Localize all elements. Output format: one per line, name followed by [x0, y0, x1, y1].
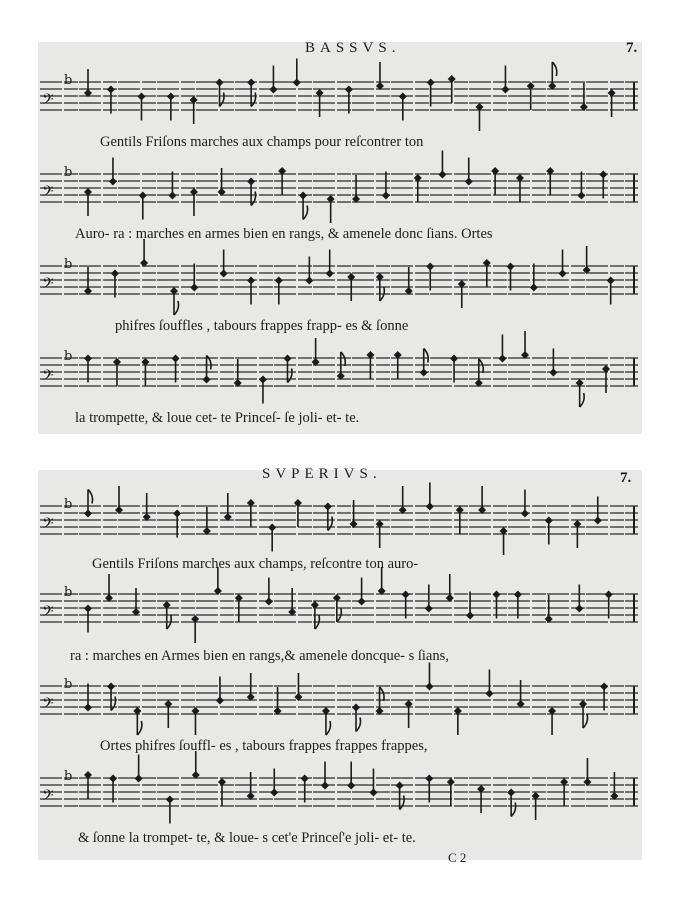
note-icon: [530, 264, 538, 292]
bassus-lyric-line-3: phifres ſouffles , tabours frappes frapp- es & ſonne: [115, 318, 409, 334]
bassus-staff-3: [40, 252, 640, 312]
note-icon: [599, 171, 607, 199]
bassus-lyric-line-1: Gentils Friſons marches aux champs pour reſcontrer ton: [100, 134, 424, 150]
note-icon: [191, 615, 199, 643]
clef-icon: 𝄢: [42, 91, 54, 112]
bassus-lyric-line-2: Auro- ra : marches en armes bien en rangs, & amenele donc ſians. Ortes: [75, 226, 493, 242]
note-icon: [167, 93, 175, 121]
note-icon: [466, 592, 474, 620]
note-icon: [402, 591, 410, 619]
note-icon: [133, 707, 142, 735]
note-icon: [173, 510, 181, 538]
note-icon: [84, 684, 92, 712]
note-icon: [454, 707, 462, 735]
note-icon: [220, 250, 228, 278]
note-icon: [218, 168, 226, 196]
note-icon: [575, 585, 583, 613]
note-icon: [305, 257, 313, 285]
flat-sign-icon: b: [64, 585, 73, 600]
note-icon: [247, 277, 255, 305]
note-icon: [301, 775, 309, 803]
note-icon: [288, 588, 296, 616]
note-icon: [425, 585, 433, 613]
signature-mark: C 2: [448, 850, 467, 865]
note-icon: [216, 79, 225, 107]
clef-icon: 𝄢: [42, 183, 54, 204]
note-icon: [352, 175, 360, 203]
note-icon: [224, 493, 232, 521]
flat-sign-icon: b: [64, 497, 73, 512]
note-icon: [350, 500, 358, 528]
note-icon: [425, 775, 433, 803]
note-icon: [545, 517, 553, 545]
note-icon: [107, 683, 116, 711]
note-icon: [501, 66, 509, 94]
note-icon: [576, 379, 585, 407]
note-icon: [190, 264, 198, 292]
note-icon: [358, 578, 366, 606]
note-icon: [600, 683, 608, 711]
note-icon: [517, 680, 525, 708]
note-icon: [327, 195, 335, 223]
flat-sign-icon: b: [64, 677, 73, 692]
flat-sign-icon: b: [64, 165, 73, 180]
bassus-staff-1: [40, 68, 640, 128]
note-icon: [84, 69, 92, 97]
note-icon: [247, 772, 255, 800]
note-icon: [247, 673, 255, 701]
note-icon: [84, 605, 92, 633]
superius-lyric-line-3: Ortes phifres ſouffl- es , tabours frappes frappes frappes,: [100, 738, 428, 754]
clef-icon: 𝄢: [42, 787, 54, 808]
note-icon: [549, 349, 557, 377]
note-icon: [420, 349, 429, 377]
note-icon: [345, 86, 353, 114]
note-icon: [607, 277, 615, 305]
note-icon: [326, 250, 334, 278]
superius-staff-2: [40, 580, 640, 640]
note-icon: [234, 359, 242, 387]
note-icon: [405, 267, 413, 295]
note-icon: [396, 782, 405, 810]
note-icon: [143, 493, 151, 521]
clef-icon: 𝄢: [42, 367, 54, 388]
note-icon: [514, 591, 522, 619]
note-icon: [321, 762, 329, 790]
note-icon: [507, 789, 516, 817]
superius-lyric-line-1: Gentils Friſons marches aux champs, reſcontre ton auro-: [92, 556, 419, 572]
note-icon: [216, 677, 224, 705]
note-icon: [347, 762, 355, 790]
note-icon: [427, 79, 435, 107]
flat-sign-icon: b: [64, 73, 73, 88]
note-icon: [352, 704, 361, 732]
note-icon: [270, 769, 278, 797]
note-icon: [84, 267, 92, 295]
superius-title: SVPERIVS.: [262, 466, 382, 482]
bassus-staff-4: [40, 344, 640, 404]
note-icon: [247, 178, 256, 206]
note-icon: [283, 355, 292, 383]
note-icon: [521, 490, 529, 518]
note-icon: [294, 673, 302, 701]
superius-staff-3: [40, 672, 640, 732]
note-icon: [475, 103, 483, 131]
note-icon: [465, 158, 473, 186]
clef-icon: 𝄢: [42, 515, 54, 536]
note-icon: [265, 578, 273, 606]
note-icon: [107, 86, 115, 114]
clef-icon: 𝄢: [42, 695, 54, 716]
note-icon: [259, 376, 267, 404]
note-icon: [172, 355, 180, 383]
note-icon: [610, 772, 618, 800]
flat-sign-icon: b: [64, 349, 73, 364]
note-icon: [548, 707, 556, 735]
bassus-staff-2: [40, 160, 640, 220]
clef-icon: 𝄢: [42, 275, 54, 296]
note-icon: [580, 83, 588, 111]
note-icon: [299, 192, 308, 220]
note-icon: [399, 93, 407, 121]
note-icon: [137, 93, 145, 121]
note-icon: [337, 352, 346, 380]
clef-icon: 𝄢: [42, 603, 54, 624]
note-icon: [577, 172, 585, 200]
superius-staff-1: [40, 492, 640, 552]
note-icon: [166, 796, 174, 824]
note-icon: [450, 355, 458, 383]
note-icon: [376, 687, 385, 715]
note-icon: [275, 277, 283, 305]
note-icon: [382, 172, 390, 200]
note-icon: [506, 263, 514, 291]
superius-lyric-line-4: & ſonne la trompet- te, & loue- s cet'e Princeſ'e joli- et- te.: [78, 830, 416, 846]
note-icon: [84, 490, 93, 518]
note-icon: [139, 192, 147, 220]
note-icon: [369, 769, 377, 797]
note-icon: [475, 359, 484, 387]
note-icon: [559, 250, 567, 278]
superius-page-number: 7.: [620, 470, 632, 486]
note-icon: [168, 172, 176, 200]
bassus-title: BASSVS.: [305, 40, 401, 56]
note-icon: [111, 270, 119, 298]
superius-lyric-line-2: ra : marches en Armes bien en rangs,& amenele doncque- s ſians,: [70, 648, 449, 664]
superius-staff-4: [40, 764, 640, 824]
note-icon: [191, 707, 199, 735]
note-icon: [605, 591, 613, 619]
note-icon: [322, 707, 331, 735]
note-icon: [594, 497, 602, 525]
note-icon: [247, 79, 256, 107]
note-icon: [545, 595, 553, 623]
note-icon: [500, 527, 508, 555]
note-icon: [109, 158, 117, 186]
note-icon: [493, 591, 501, 619]
note-icon: [485, 670, 493, 698]
note-icon: [274, 687, 282, 715]
flat-sign-icon: b: [64, 769, 73, 784]
note-icon: [203, 507, 211, 535]
note-icon: [268, 524, 276, 552]
note-icon: [269, 66, 277, 94]
bassus-page-number: 7.: [626, 40, 638, 56]
note-icon: [132, 588, 140, 616]
note-icon: [109, 775, 117, 803]
note-icon: [324, 503, 333, 531]
note-icon: [170, 287, 179, 315]
bassus-lyric-line-4: la trompette, & loue cet- te Princeſ- ſe joli- et- te.: [75, 410, 360, 426]
note-icon: [203, 356, 212, 384]
note-icon: [84, 355, 92, 383]
note-icon: [426, 263, 434, 291]
flat-sign-icon: b: [64, 257, 73, 272]
